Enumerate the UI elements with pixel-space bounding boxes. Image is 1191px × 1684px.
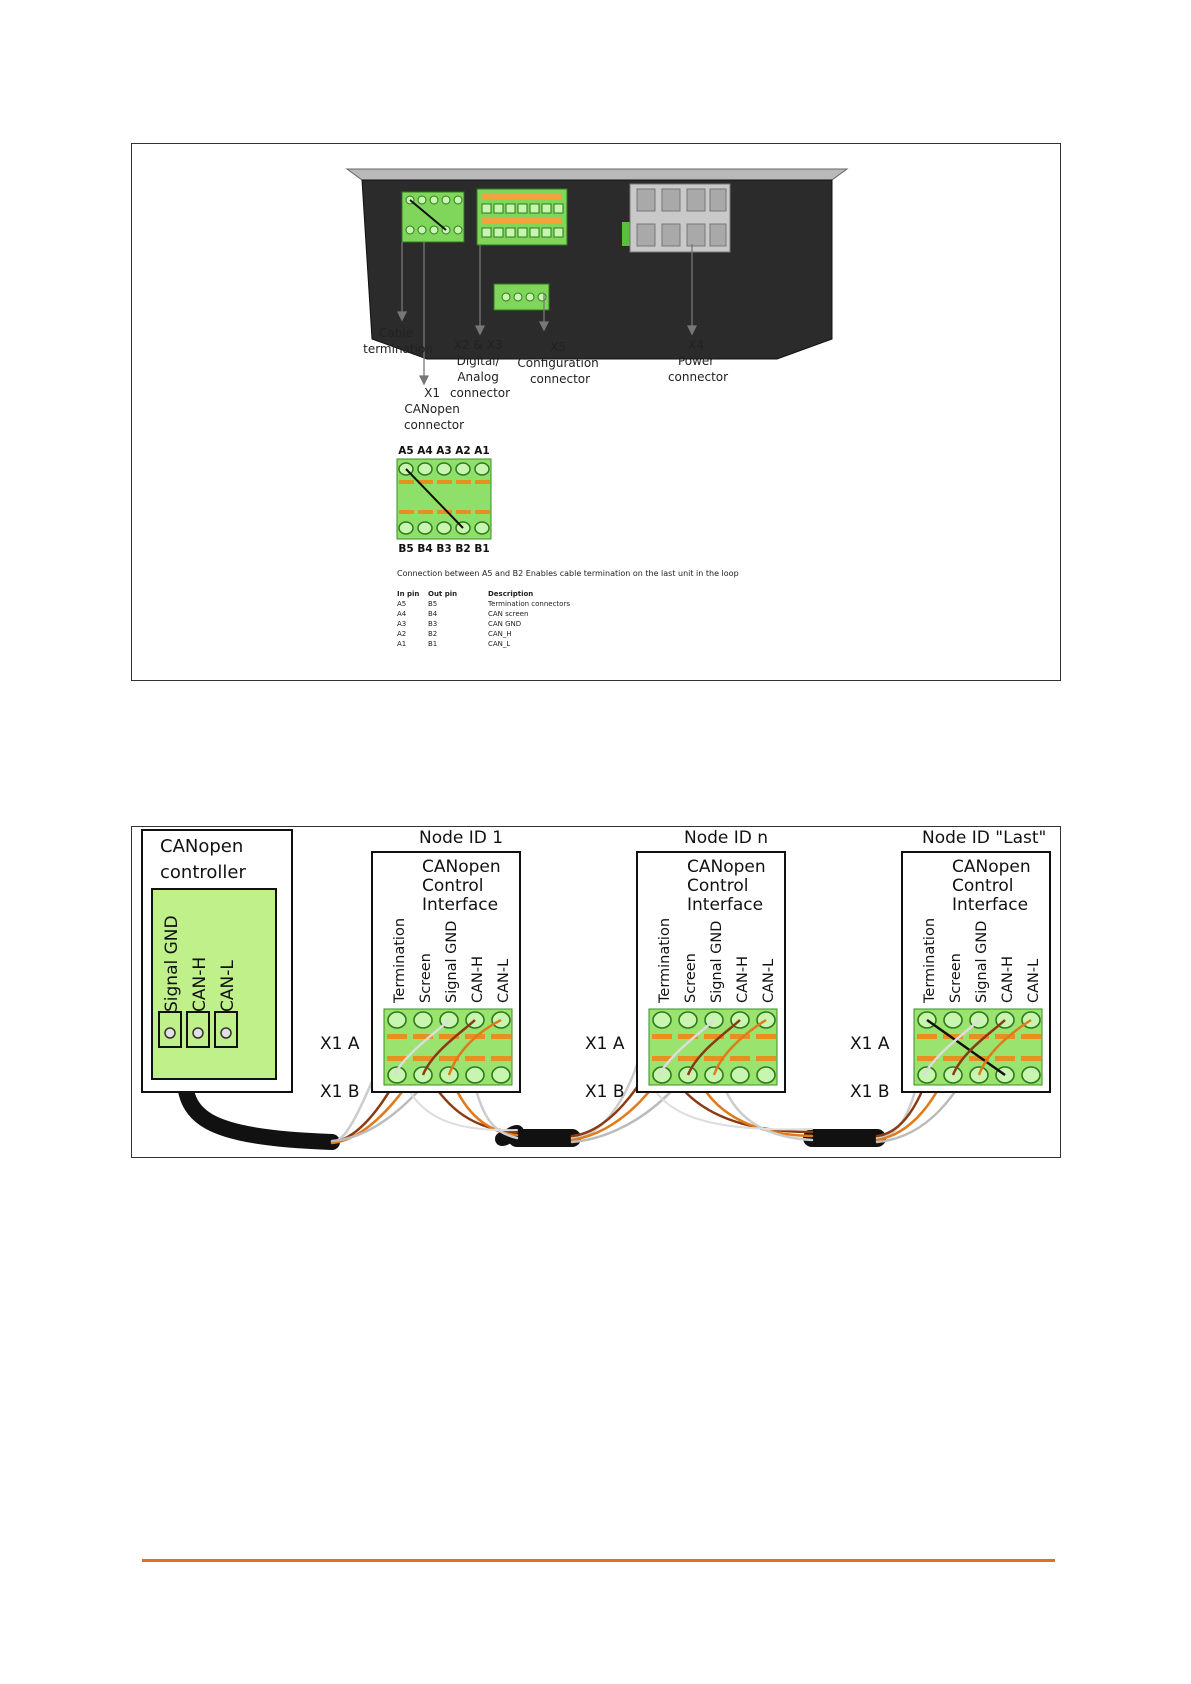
node-1-pin-signal-gnd: Signal GND (444, 920, 460, 1003)
canopen-controller (142, 830, 292, 1092)
last-node-row-label-b: X1 B (850, 1082, 890, 1102)
table-cell: A4 (397, 610, 407, 618)
node-n-pin-can-h: CAN-H (735, 955, 751, 1003)
x2-x3-connector (477, 189, 567, 245)
table-cell: B1 (428, 640, 438, 648)
node-n (637, 828, 785, 1092)
pin-table-header-out: Out pin (428, 590, 458, 598)
node-1-pin-screen: Screen (418, 953, 434, 1003)
node-1-id-label: Node ID 1 (419, 828, 504, 848)
pin-table-header-in: In pin (397, 590, 420, 598)
x1-label: X1 CANopen connector (403, 386, 465, 432)
table-cell: B5 (428, 600, 438, 608)
node-last (902, 828, 1050, 1092)
x4-label: X4 Power connector (667, 338, 729, 384)
node-last-pin-can-l: CAN-L (1026, 958, 1042, 1003)
pin-label-b1: B1 (474, 543, 490, 555)
controller-pin-signal-gnd: Signal GND (162, 915, 182, 1012)
node-last-pin-signal-gnd: Signal GND (974, 920, 990, 1003)
controller-pin-can-h: CAN-H (190, 956, 210, 1012)
connector-overview-figure (131, 143, 1061, 681)
pin-label-b2: B2 (455, 543, 471, 555)
pin-label-b5: B5 (398, 543, 414, 555)
pin-detail-connector (397, 445, 491, 555)
table-cell: B2 (428, 630, 438, 638)
last-node-row-label-a: X1 A (850, 1034, 890, 1054)
node-1-pin-termination: Termination (392, 917, 408, 1003)
node-last-pin-screen: Screen (948, 953, 964, 1003)
node-n-pin-can-l: CAN-L (761, 958, 777, 1003)
table-cell: CAN screen (488, 610, 529, 618)
pin-table (397, 590, 570, 648)
connector-overview-drawing (132, 144, 1060, 680)
table-cell: CAN GND (488, 620, 522, 628)
pin-label-a2: A2 (455, 445, 471, 457)
table-cell: Termination connectors (488, 600, 570, 608)
table-cell: CAN_L (488, 640, 511, 648)
footer-divider (142, 1559, 1055, 1562)
node-last-pin-can-h: CAN-H (1000, 955, 1016, 1003)
node-n-id-label: Node ID n (684, 828, 769, 848)
pin-label-a5: A5 (398, 445, 414, 457)
node-1-pin-can-h: CAN-H (470, 955, 486, 1003)
node-1 (372, 828, 520, 1092)
node-n-row-label-b: X1 B (585, 1082, 625, 1102)
cable-termination-label: Cable termination (363, 326, 433, 356)
x1-connector (402, 192, 464, 242)
table-cell: A2 (397, 630, 407, 638)
node-1-title: CANopen Control Interface (422, 857, 501, 915)
pin-label-a4: A4 (417, 445, 433, 457)
node-last-pin-termination: Termination (922, 917, 938, 1003)
pin-label-a3: A3 (436, 445, 452, 457)
node-n-row-label-a: X1 A (585, 1034, 625, 1054)
table-cell: CAN_H (488, 630, 512, 638)
node-last-title: CANopen Control Interface (952, 857, 1031, 915)
node-n-pin-screen: Screen (683, 953, 699, 1003)
table-cell: A1 (397, 640, 407, 648)
pin-label-b4: B4 (417, 543, 433, 555)
table-cell: A3 (397, 620, 407, 628)
node-n-title: CANopen Control Interface (687, 857, 766, 915)
pin-label-b3: B3 (436, 543, 452, 555)
table-cell: B4 (428, 610, 438, 618)
table-cell: B3 (428, 620, 438, 628)
device-top-plate (347, 169, 847, 180)
controller-title-line2: controller (160, 862, 246, 883)
node-n-pin-signal-gnd: Signal GND (709, 920, 725, 1003)
x5-connector (494, 284, 549, 310)
controller-pin-can-l: CAN-L (218, 960, 238, 1012)
controller-title-line1: CANopen (160, 836, 244, 857)
x5-label: X5 Configuration connector (517, 340, 599, 386)
canopen-wiring-figure (131, 826, 1061, 1158)
pin-table-header-desc: Description (488, 590, 534, 598)
node-last-id-label: Node ID "Last" (922, 828, 1047, 848)
node1-row-label-b: X1 B (320, 1082, 360, 1102)
node-1-pin-can-l: CAN-L (496, 958, 512, 1003)
pin-label-a1: A1 (474, 445, 490, 457)
x2-x3-label: X2 & X3 Digital/ Analog connector (449, 338, 511, 400)
x4-power-connector (622, 184, 730, 252)
termination-note: Connection between A5 and B2 Enables cable termination on the last unit in the loop (397, 569, 739, 578)
table-cell: A5 (397, 600, 407, 608)
node1-row-label-a: X1 A (320, 1034, 360, 1054)
canopen-wiring-drawing (132, 827, 1060, 1157)
node-n-pin-termination: Termination (657, 917, 673, 1003)
